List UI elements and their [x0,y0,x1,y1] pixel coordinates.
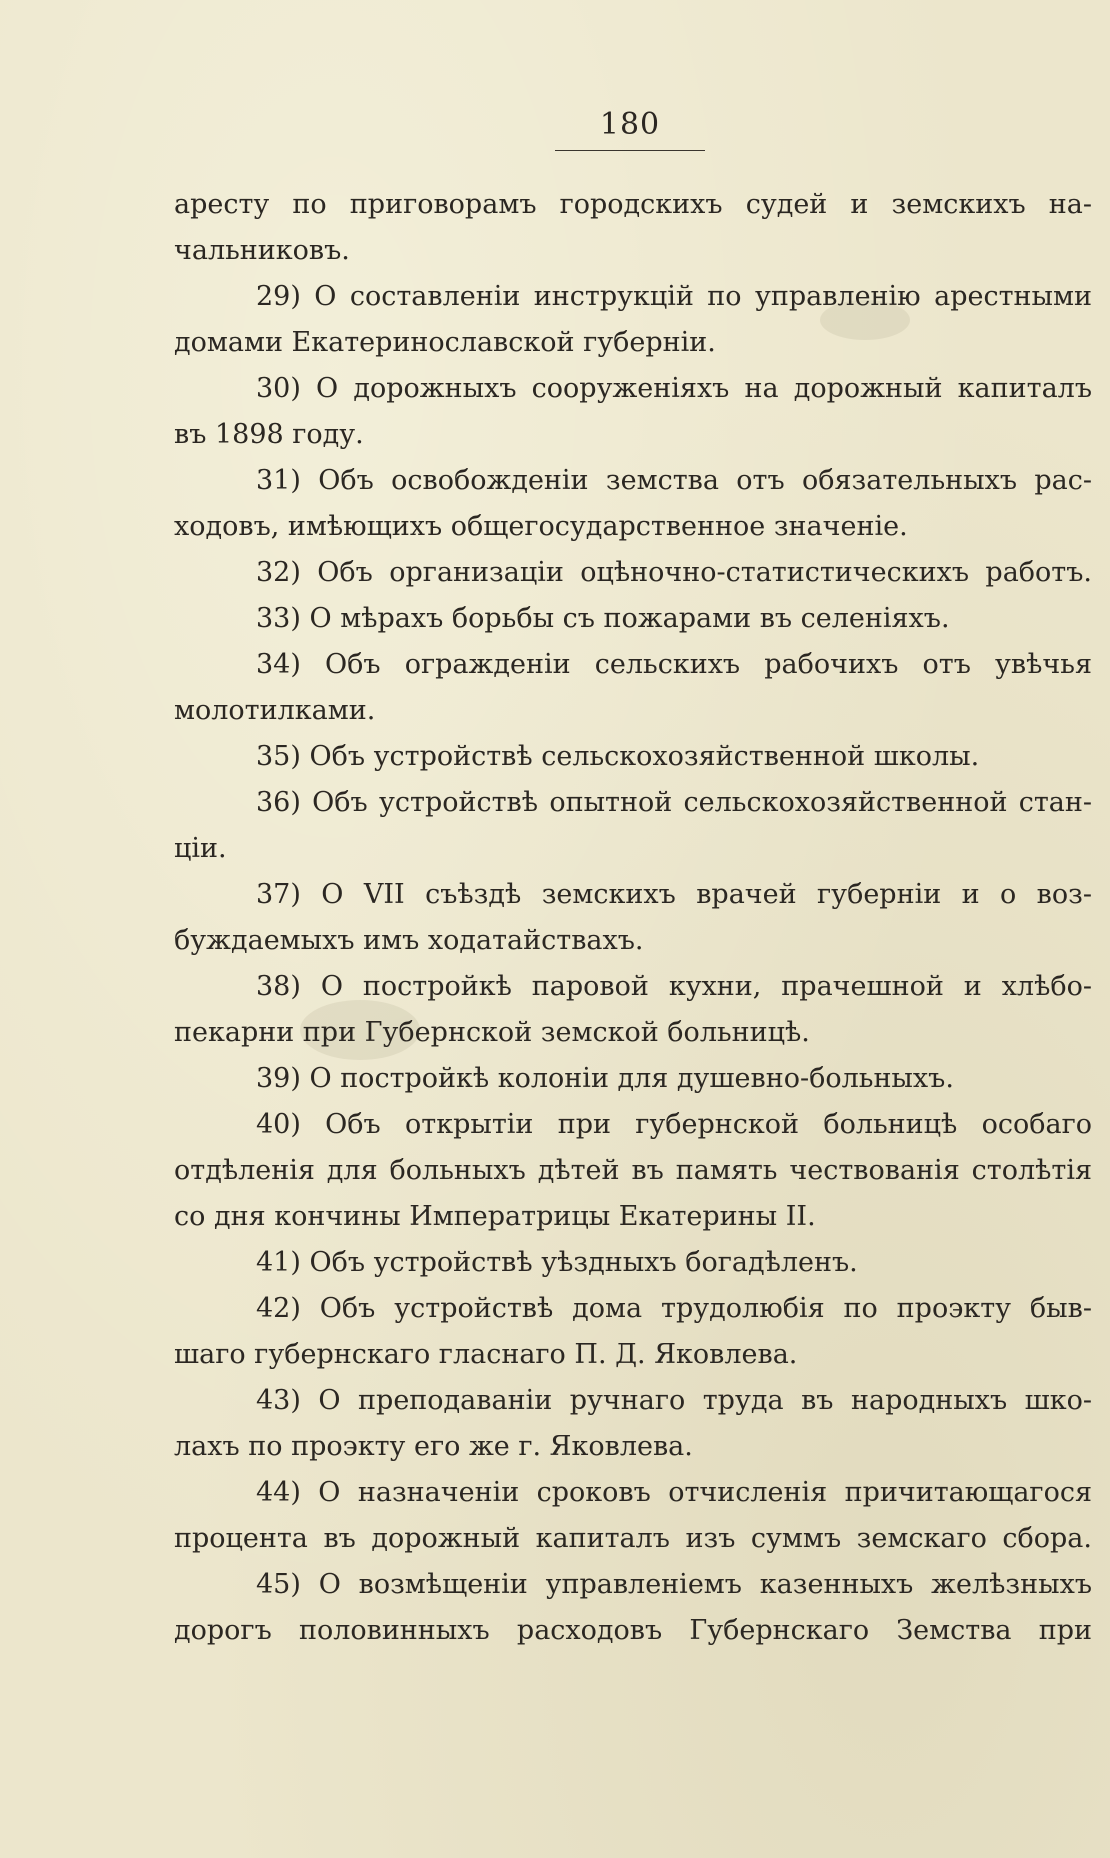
text-line: буждаемыхъ имъ ходатайствахъ. [174,925,644,956]
text-line: чальниковъ. [174,235,350,266]
text-line: 32) Объ организаціи оцѣночно-статистическихъ работъ. [256,557,1092,588]
page-number: 180 [599,107,661,142]
text-line: 30) О дорожныхъ сооруженіяхъ на дорожный капиталъ [256,373,1092,404]
text-line: со дня кончины Императрицы Екатерины II. [174,1201,816,1232]
text-line: 36) Объ устройствѣ опытной сельскохозяйственной стан- [256,787,1092,818]
text-line: 41) Объ устройствѣ уѣздныхъ богадѣленъ. [256,1247,858,1278]
text-line: 29) О составленіи инструкцій по управленію арестными [256,281,1092,312]
text-line: аресту по приговорамъ городскихъ судей и земскихъ на- [174,189,1092,220]
text-line: дорогъ половинныхъ расходовъ Губернскаго Земства при [174,1615,1092,1646]
text-line: ходовъ, имѣющихъ общегосударственное значеніе. [174,511,908,542]
text-line: лахъ по проэкту его же г. Яковлева. [174,1431,693,1462]
text-line: домами Екатеринославской губерніи. [174,327,716,358]
text-line: ціи. [174,833,227,864]
text-line: пекарни при Губернской земской больницѣ. [174,1017,810,1048]
text-line: 44) О назначеніи сроковъ отчисленія причитающагося [256,1477,1092,1508]
text-line: 35) Объ устройствѣ сельскохозяйственной школы. [256,741,980,772]
text-line: отдѣленія для больныхъ дѣтей въ память чествованія столѣтія [174,1155,1092,1186]
text-line: 31) Объ освобожденіи земства отъ обязательныхъ рас- [256,465,1092,496]
text-line: 33) О мѣрахъ борьбы съ пожарами въ селеніяхъ. [256,603,950,634]
page-number-rule [555,150,705,151]
text-line: процента въ дорожный капиталъ изъ суммъ земскаго сбора. [174,1523,1092,1554]
text-line: 38) О постройкѣ паровой кухни, прачешной и хлѣбо- [256,971,1092,1002]
text-line: въ 1898 году. [174,419,364,450]
text-line: 43) О преподаваніи ручнаго труда въ народныхъ шко- [256,1385,1092,1416]
text-line: шаго губернскаго гласнаго П. Д. Яковлева. [174,1339,798,1370]
text-line: 34) Объ огражденіи сельскихъ рабочихъ отъ увѣчья [256,649,1092,680]
text-line: молотилками. [174,695,376,726]
text-line: 37) О VII съѣздѣ земскихъ врачей губерніи и о воз- [256,879,1092,910]
body-text [174,182,1092,1654]
text-line: 40) Объ открытіи при губернской больницѣ особаго [256,1109,1092,1140]
text-line: 39) О постройкѣ колоніи для душевно-больныхъ. [256,1063,954,1094]
text-line: 45) О возмѣщеніи управленіемъ казенныхъ желѣзныхъ [256,1569,1092,1600]
text-line: 42) Объ устройствѣ дома трудолюбія по проэкту быв- [256,1293,1092,1324]
